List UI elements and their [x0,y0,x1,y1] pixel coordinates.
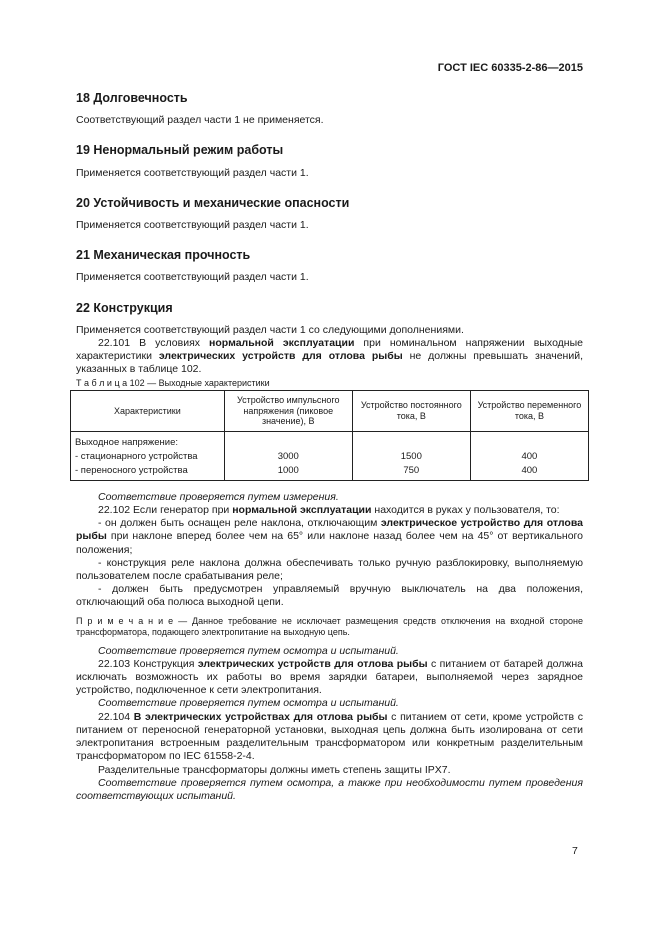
compliance-inspection-tests-2: Соответствие проверяется путем осмотра и испытаний. [98,697,399,710]
table-cell: Выходное напряжение: [71,431,225,450]
table-header-cell: Устройство импульсного напряжения (пиковое значение), В [224,390,352,431]
table-cell [470,431,588,450]
note: П р и м е ч а н и е — Данное требование не исключает размещения средств отключения на входной стороне трансформатора, подающего электропитание на выходную цепь. [76,615,583,638]
section-20-title: 20 Устойчивость и механические опасности [76,195,350,210]
page-content [76,92,583,803]
section-21-title: 21 Механическая прочность [76,248,251,263]
clause-22-104: 22.104 В электрических устройствах для отлова рыбы с питанием от сети, кроме устройств с питанием от переносной генераторной установки, выходная цепь должна быть изолирована от сети электропитания встроенным разделительным трансформатором или конкретным разделительным трансформатором по IEC 61558-2-4. [76,710,583,763]
table-cell: 3000 [224,450,352,464]
section-21-text: Применяется соответствующий раздел части 1. [76,271,309,284]
table-cell [224,431,352,450]
table-cell [352,431,470,450]
page-number: 7 [572,845,578,857]
table-cell: 400 [470,450,588,464]
clause-22-101: 22.101 В условиях нормальной эксплуатации при номинальном напряжении выходные характеристики электрических устройств для отлова рыбы не должны превышать значений, указанных в таблице 102. [76,337,583,376]
table-cell: 750 [352,464,470,481]
table-cell: - переносного устройства [71,464,225,481]
output-characteristics-table [70,390,589,481]
table-cell: - стационарного устройства [71,450,225,464]
section-22-title: 22 Конструкция [76,300,173,315]
table-cell: 1500 [352,450,470,464]
bullet-two-pole-switch: - должен быть предусмотрен управляемый вручную выключатель на два положения, отключающий оба полюса выходной цепи. [76,583,583,609]
document-code: ГОСТ IEC 60335-2-86—2015 [437,62,583,74]
table-caption: Т а б л и ц а 102 — Выходные характеристики [76,377,270,388]
table-cell: 400 [470,464,588,481]
compliance-measurement: Соответствие проверяется путем измерения. [98,490,339,503]
section-20-text: Применяется соответствующий раздел части 1. [76,219,309,232]
ipx7-requirement: Разделительные трансформаторы должны иметь степень защиты IPX7. [98,763,451,776]
table-row [71,450,589,464]
section-19-title: 19 Ненормальный режим работы [76,143,284,158]
table-header-cell: Устройство постоянного тока, В [352,390,470,431]
section-18-text: Соответствующий раздел части 1 не применяется. [76,114,324,127]
clause-22-103: 22.103 Конструкция электрических устройств для отлова рыбы с питанием от батарей должна исключать возможность их работы во время зарядки батареи, выполняемой через зарядное устройство, подключенное к сети электропитания. [76,657,583,697]
clause-22-102: 22.102 Если генератор при нормальной эксплуатации находится в руках у пользователя, то: [98,504,560,517]
compliance-inspection-tests: Соответствие проверяется путем осмотра и испытаний. [98,644,399,657]
table-row [71,431,589,450]
bullet-manual-reset: - конструкция реле наклона должна обеспечивать только ручную разблокировку, выполняемую пользователем после срабатывания реле; [76,556,583,583]
table-header-cell: Устройство переменного тока, В [470,390,588,431]
section-19-text: Применяется соответствующий раздел части 1. [76,166,309,179]
table-row [71,464,589,481]
table-header-cell: Характеристики [71,390,225,431]
compliance-inspection-optional-tests: Соответствие проверяется путем осмотра, а также при необходимости путем проведения соответствующих испытаний. [76,776,583,802]
bullet-tilt-relay: - он должен быть оснащен реле наклона, отключающим электрическое устройство для отлова рыбы при наклоне вперед более чем на 65° или наклоне назад более чем на 45° от вертикального положения; [76,517,583,556]
section-22-intro: Применяется соответствующий раздел части 1 со следующими дополнениями. [76,323,464,336]
table-header-row [71,390,589,431]
section-18-title: 18 Долговечность [76,91,188,105]
table-cell: 1000 [224,464,352,481]
